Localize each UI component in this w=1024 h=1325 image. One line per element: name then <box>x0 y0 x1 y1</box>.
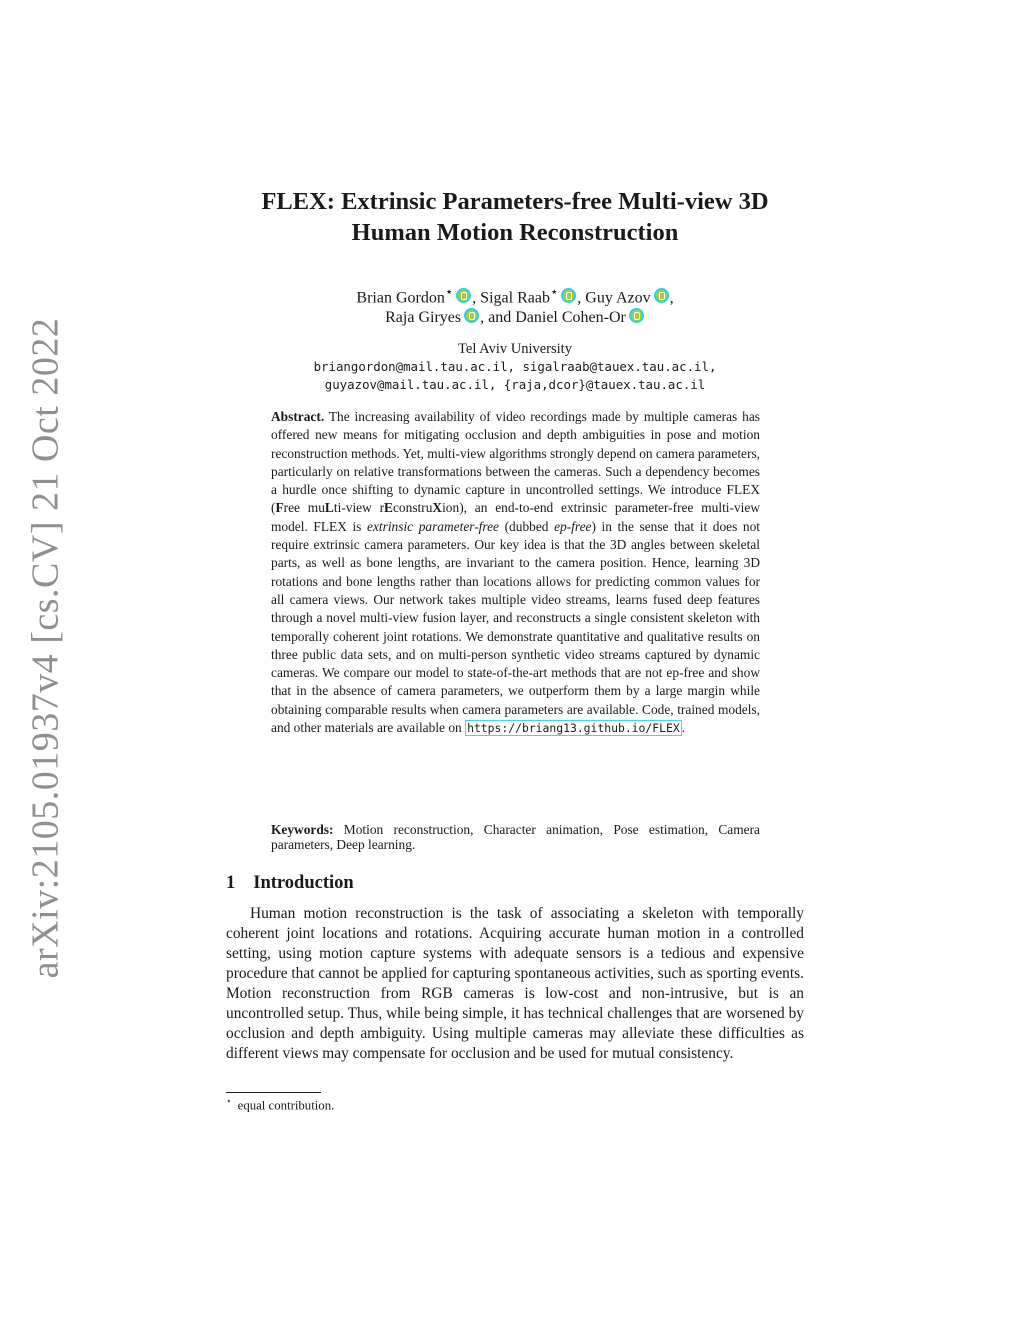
abstract-label: Abstract. <box>271 409 325 424</box>
abstract-text: ree mu <box>283 500 325 516</box>
title-line-1: FLEX: Extrinsic Parameters-free Multi-view 3D <box>261 188 769 215</box>
author-name: Raja Giryes <box>385 309 462 327</box>
abstract-italic: ep-free <box>554 518 592 534</box>
project-link[interactable]: https://briang13.github.io/FLEX <box>467 721 680 736</box>
abstract-text: . <box>681 720 686 736</box>
author-name: Sigal Raab <box>480 289 550 307</box>
orcid-icon[interactable] <box>456 288 471 303</box>
affiliation <box>200 340 830 394</box>
orcid-icon[interactable] <box>654 288 669 303</box>
author-line-1: Brian Gordon⋆ , Sigal Raab⋆ , Guy Azov , <box>356 284 674 307</box>
footnote-text: equal contribution. <box>237 1098 335 1113</box>
acronym-letter: E <box>384 500 393 516</box>
abstract-text: The increasing availability of video recordings made by multiple cameras has offered new means for mitigating occlusion and depth ambiguities in pose and motion reconstruction methods. Yet, multi-view algorithms strongly depend on camera parameters, particularly on relative transformations between the cameras. Such a dependency becomes a hurdle once shifting to dynamic capture in uncontrolled settings. We introduce FLEX ( <box>271 409 761 516</box>
equal-contrib-mark: ⋆ <box>549 284 559 299</box>
intro-paragraph: Human motion reconstruction is the task of associating a skeleton with temporally coherent joint locations and rotations. Acquiring accurate human motion in a controlled setting, using motion capture systems with adequate sensors is a tedious and expensive procedure that cannot be applied for capturing spontaneous activities, such as sporting events. Motion reconstruction from RGB cameras is low-cost and non-intrusive, but is an uncontrolled setup. Thus, while being simple, it has technical challenges that are worsened by occlusion and depth ambiguity. Using multiple cameras may alleviate these difficulties as different views may compensate for occlusion and be used for mutual consistency. <box>226 905 804 1062</box>
title-line-2: Human Motion Reconstruction <box>351 219 679 246</box>
footnote <box>226 1096 334 1113</box>
keywords-text: Motion reconstruction, Character animation, Pose estimation, Camera parameters, Deep learning. <box>271 822 760 852</box>
author-name: Guy Azov <box>585 289 651 307</box>
author-emails-line-1: briangordon@mail.tau.ac.il, sigalraab@tauex.tau.ac.il, <box>313 359 717 374</box>
keywords <box>271 822 760 852</box>
university-name: Tel Aviv University <box>458 341 572 357</box>
section-title: Introduction <box>253 873 354 893</box>
footnote-rule <box>226 1092 321 1093</box>
abstract <box>271 408 760 737</box>
footnote-mark: ⋆ <box>226 1096 232 1106</box>
abstract-text: (dubbed <box>504 518 549 534</box>
acronym-letter: X <box>432 500 443 516</box>
author-name: Brian Gordon <box>356 289 445 307</box>
section-number: 1 <box>226 873 236 893</box>
author-name: Daniel Cohen-Or <box>515 309 626 327</box>
arxiv-stamp <box>20 317 70 978</box>
arxiv-stamp-text: arXiv:2105.01937v4 [cs.CV] 21 Oct 2022 <box>24 317 67 978</box>
section-heading <box>226 873 354 894</box>
author-emails-line-2: guyazov@mail.tau.ac.il, {raja,dcor}@tauex.tau.ac.il <box>324 377 706 392</box>
abstract-text: ) in the sense that it does not require extrinsic camera parameters. Our key idea is that the 3D angles between skeletal parts, as well as bone lengths, are invariant to the camera position. Hence, learning 3D rotations and bone lengths rather than locations allows for predicting common values for all camera views. Our network takes multiple video streams, learns fused deep features through a novel multi-view fusion layer, and reconstructs a single consistent skeleton with temporally coherent joint rotations. We demonstrate quantitative and qualitative results on three public data sets, and on multi-person synthetic video streams captured by dynamic cameras. We compare our model to state-of-the-art methods that are not ep-free and show that in the absence of camera parameters, we outperform them by a large margin while obtaining comparable results when camera parameters are available. Code, trained models, and other materials are available on <box>271 518 760 736</box>
abstract-text: ion), an end-to-end extrinsic parameter-free multi-view model. FLEX is <box>271 500 760 534</box>
paper-title <box>200 186 830 248</box>
orcid-icon[interactable] <box>629 308 644 323</box>
orcid-icon[interactable] <box>464 308 479 323</box>
author-conjunction: and <box>488 309 512 327</box>
orcid-icon[interactable] <box>561 288 576 303</box>
author-list <box>200 282 830 328</box>
keywords-label: Keywords: <box>271 822 334 837</box>
acronym-letter: L <box>324 500 334 516</box>
abstract-text: ti-view r <box>333 500 385 516</box>
author-line-2: Raja Giryes , and Daniel Cohen-Or <box>200 308 830 328</box>
abstract-text: constru <box>392 500 433 516</box>
equal-contrib-mark: ⋆ <box>444 284 454 299</box>
abstract-italic: extrinsic parameter-free <box>367 518 499 534</box>
acronym-letter: F <box>275 500 284 516</box>
